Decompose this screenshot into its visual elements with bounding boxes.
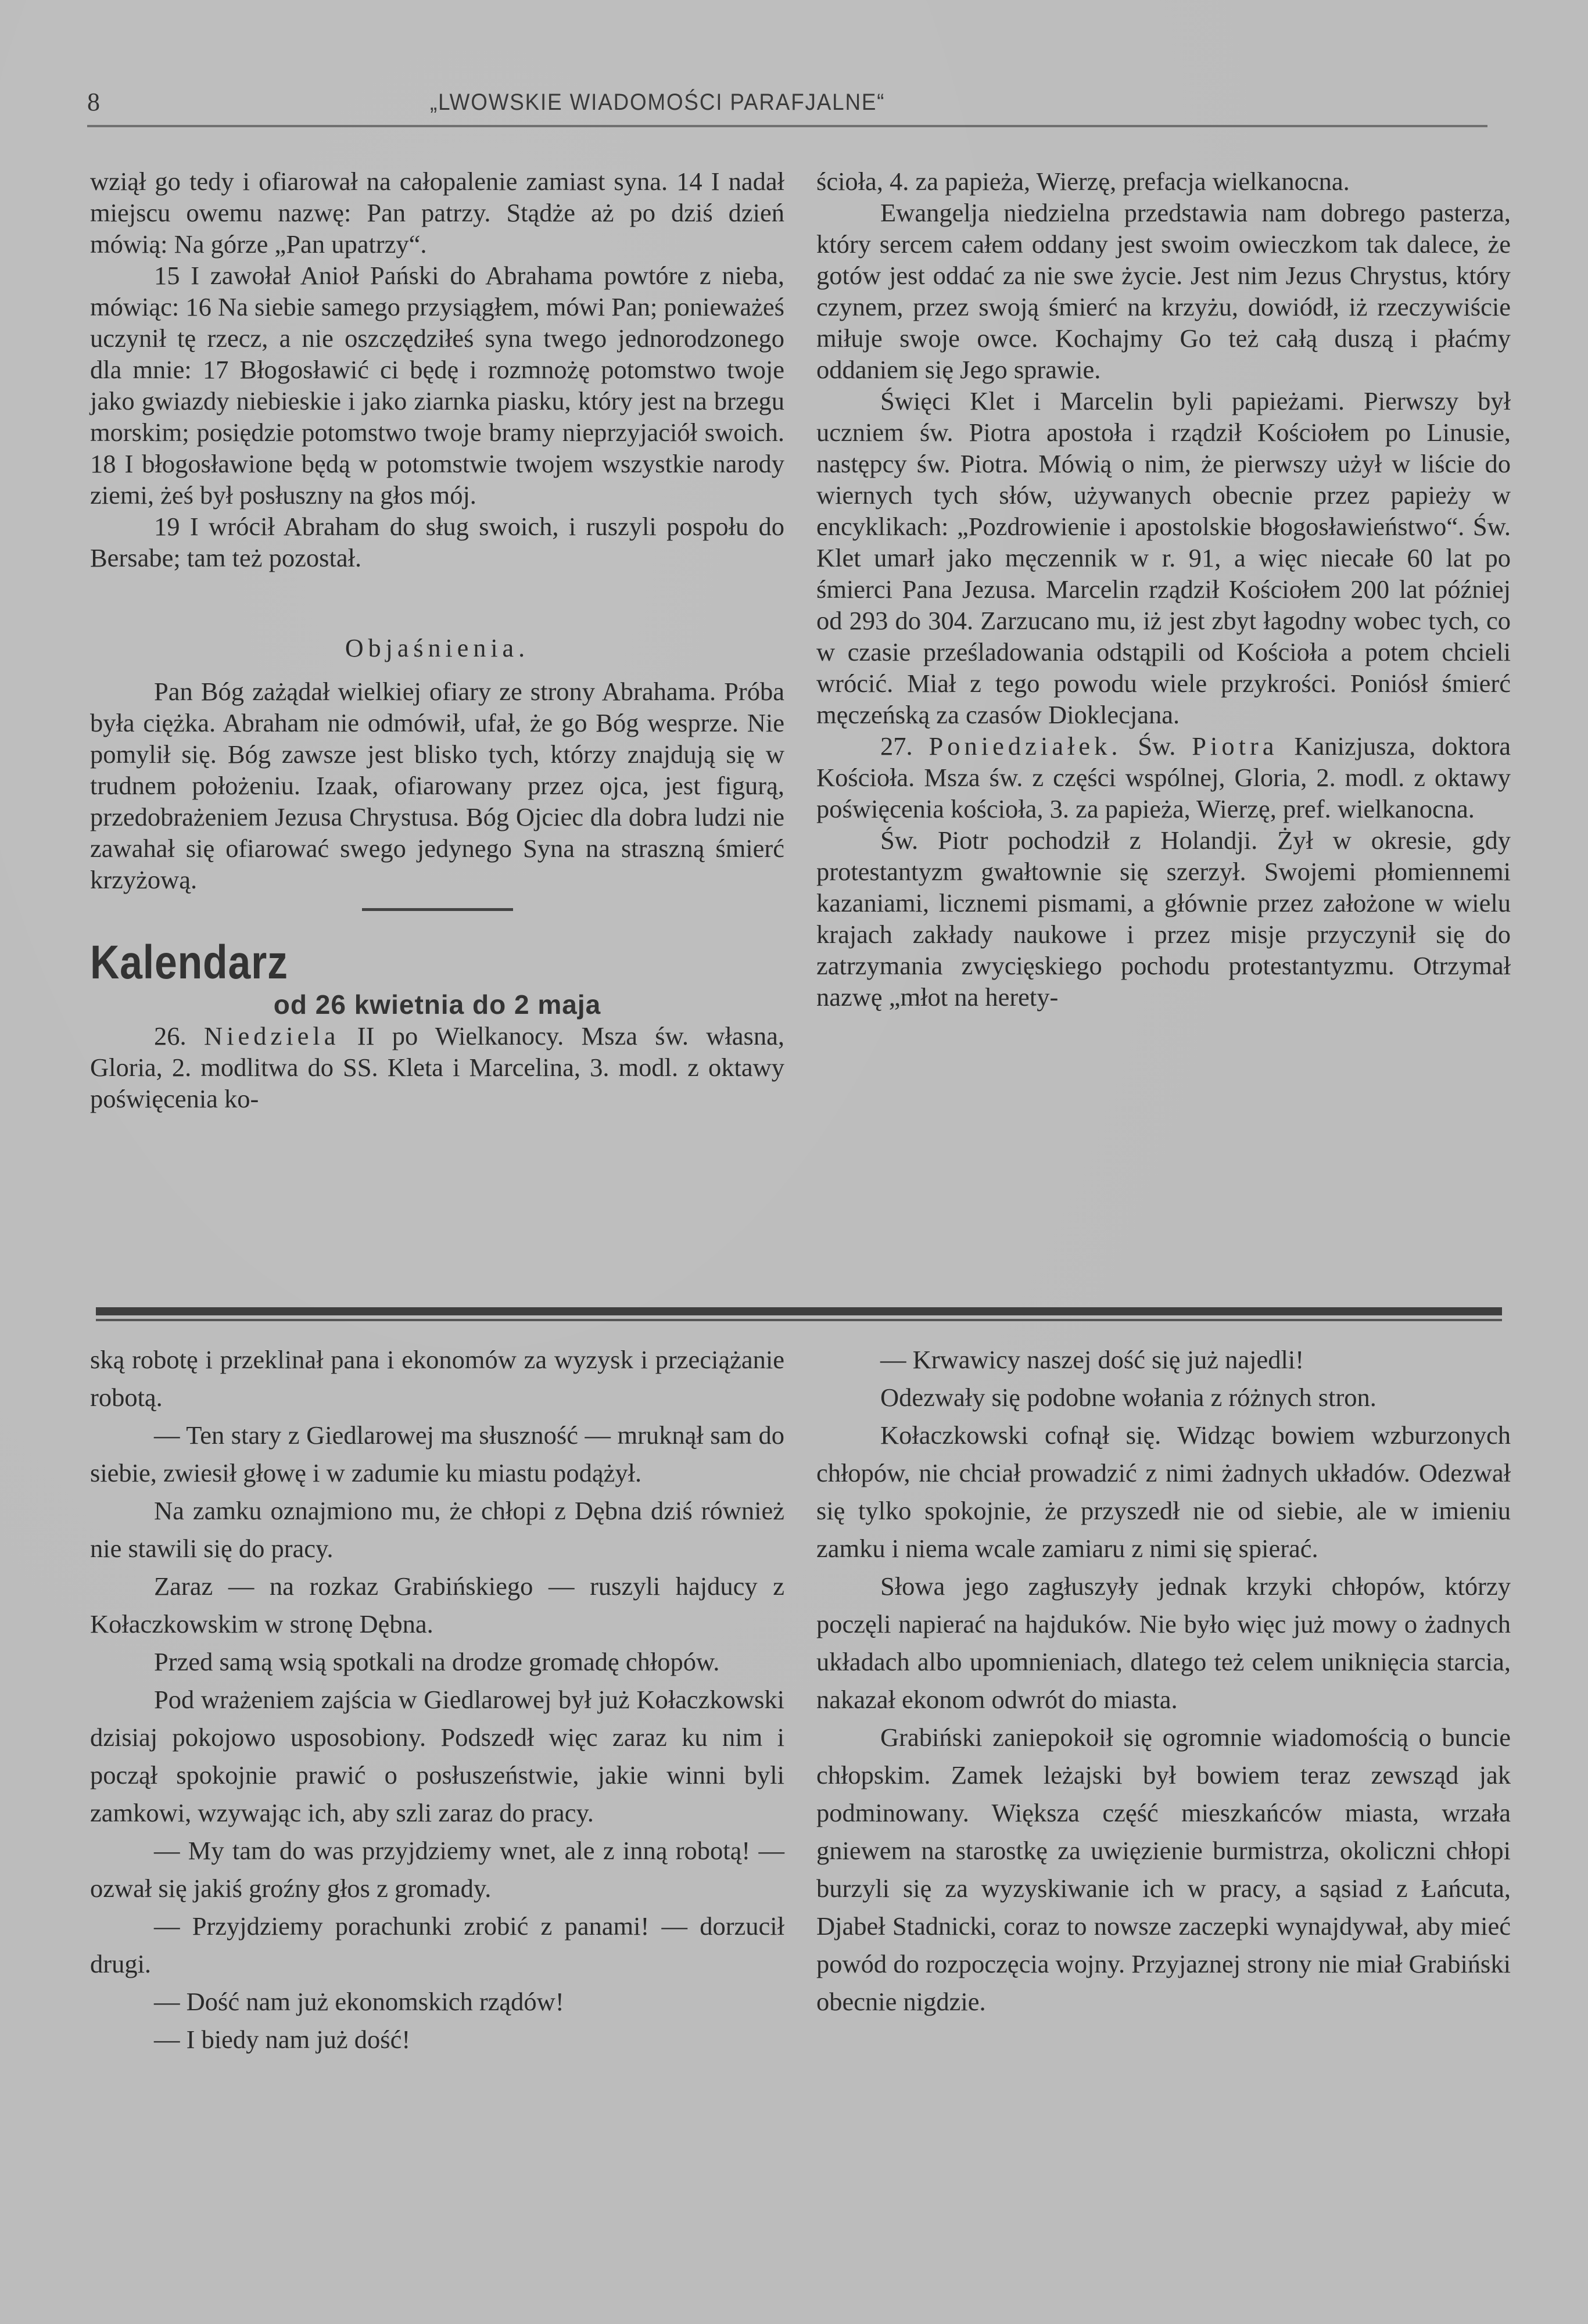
- scripture-paragraph: 19 I wrócił Abraham do sług swoich, i ruszyli pospołu do Bersabe; tam też pozostał.: [90, 512, 784, 572]
- entry-text: Kanizjusza, doktora Kościoła. Msza św. z części wspólnej, Gloria, 2. modl. z oktawy poświęcenia kościoła, 3. za papieża, Wierzę, pref. wielkanocna.: [816, 731, 1511, 823]
- calendar-subtitle: od 26 kwietnia do 2 maja: [273, 989, 601, 1020]
- running-title: „LWOWSKIE WIADOMOŚCI PARAFJALNE“: [430, 89, 886, 115]
- entry-text: II po Wielkanocy. Msza św. własna, Gloria, 2. modlitwa do SS. Kleta i Marcelina, 3. modl. z oktawy poświęcenia ko-: [90, 1021, 785, 1113]
- calendar-entry-27: [816, 730, 1511, 824]
- scripture-paragraph: wziął go tedy i ofiarował na całopalenie zamiast syna. 14 I nadał miejscu owemu nazwę: Pan patrzy. Stądże aż po dziś dzień mówią: Na górze „Pan upatrzy“.: [90, 167, 784, 259]
- divider-thick-line: [96, 1307, 1502, 1315]
- column-top-left: [90, 166, 784, 1114]
- calendar-title: Kalendarz: [90, 936, 288, 989]
- saints-paragraph: Święci Klet i Marcelin byli papieżami. Pierwszy był uczniem św. Piotra apostoła i rządził Kościołem po Linusie, następcy św. Piotra. Mówią o nim, że pierwszy użył w liście do wiernych tych słów, używanych obecnie przez papieży w encyklikach: „Pozdrowienie i apostolskie błogosławieństwo“. Św. Klet umarł jako męczennik w r. 91, a więc niecałe 60 lat po śmierci Pana Jezusa. Marcelin rządził Kościołem 200 lat później od 293 do 304. Zarzucano mu, iż jest zbyt łagodny wobec tych, co w czasie prześladowania odstąpili od Kościoła a potem chcieli wrócić. Miał z tego powodu wiele przykrości. Poniósł śmierć męczeńską za czasów Dioklecjana.: [816, 386, 1511, 729]
- story-paragraph: Przed samą wsią spotkali na drodze gromadę chłopów.: [154, 1647, 720, 1676]
- entry-day-name: Niedziela: [203, 1021, 340, 1050]
- column-bottom-right: [816, 1341, 1511, 2021]
- story-paragraph: — Krwawicy naszej dość się już najedli!: [880, 1345, 1304, 1374]
- story-paragraph: Pod wrażeniem zajścia w Giedlarowej był już Kołaczkowski dzisiaj pokojowo usposobiony. Podszedł więc zaraz ku nim i począł spokojnie prawić o posłuszeństwie, jakie winni byli zamkowi, wzywając ich, aby szli zaraz do pracy.: [90, 1685, 784, 1827]
- entry-day-name: Poniedziałek.: [929, 731, 1122, 761]
- story-paragraph: — Dość nam już ekonomskich rządów!: [154, 1987, 564, 2016]
- scripture-paragraph: 15 I zawołał Anioł Pański do Abrahama powtóre z nieba, mówiąc: 16 Na siebie samego przysiągłem, mówi Pan; ponieważeś uczynił tę rzecz, a nie oszczędziłeś syna twego jednorodzonego dla mnie: 17 Błogosławić ci będę i rozmnożę potomstwo twoje jako gwiazdy niebieskie i jako ziarnka piasku, który jest na brzegu morskim; posiędzie potomstwo twoje bramy nieprzyjaciół swoich. 18 I błogosławione będą w potomstwie twojem wszystkie narody ziemi, żeś był posłuszny na głos mój.: [90, 261, 785, 510]
- column-bottom-left: [90, 1341, 784, 2058]
- entry-day: 27.: [880, 731, 913, 761]
- gospel-paragraph: Ewangelja niedzielna przedstawia nam dobrego pasterza, który sercem całem oddany jest swoim owieczkom tak dalece, że gotów jest oddać za nie swe życie. Jest nim Jezus Chrystus, który czynem, przez swoją śmierć na krzyżu, dowiódł, iż rzeczywiście miłuje swoje owce. Kochajmy Go też całą duszą i płaćmy oddaniem się Jego sprawie.: [816, 198, 1511, 384]
- page-number: 8: [87, 88, 100, 116]
- calendar-continuation: ścioła, 4. za papieża, Wierzę, prefacja wielkanocna.: [816, 167, 1350, 196]
- column-top-right: [816, 166, 1511, 1013]
- explanation-heading: Objaśnienia.: [345, 634, 530, 662]
- story-paragraph: — Przyjdziemy porachunki zrobić z panami! — dorzucił drugi.: [90, 1911, 784, 1978]
- entry-saint-prefix: Św.: [1121, 731, 1192, 761]
- explanation-paragraph: Pan Bóg zażądał wielkiej ofiary ze strony Abrahama. Próba była ciężka. Abraham nie odmówił, ufał, że go Bóg wesprze. Nie pomylił się. Bóg zawsze jest blisko tych, którzy znajdują się w trudnem położeniu. Izaak, ofiarowany przez ojca, jest figurą, przedobrażeniem Jezusa Chrystusa. Bóg Ojciec dla dobra ludzi nie zawahał się ofiarować swego jedynego Syna na straszną śmierć krzyżową.: [90, 677, 784, 894]
- entry-saint-name: Piotra: [1192, 731, 1278, 761]
- story-paragraph: Odezwały się podobne wołania z różnych stron.: [880, 1383, 1376, 1412]
- story-paragraph: Grabiński zaniepokoił się ogromnie wiadomością o buncie chłopskim. Zamek leżajski był bowiem teraz zewsząd jak podminowany. Większa część mieszkańców miasta, wrzała gniewem na starostkę za uwięzienie burmistrza, okoliczni chłopi burzyli się za wyzyskiwanie ich w pracy, a sąsiad z Łańcuta, Djabeł Stadnicki, coraz to nowsze zaczepki wynajdywał, aby mieć powód do rozpoczęcia wojny. Przyjaznej strony nie miał Grabiński obecnie nigdzie.: [816, 1723, 1511, 2016]
- divider-thin-line: [96, 1319, 1502, 1321]
- story-paragraph: Kołaczkowski cofnął się. Widząc bowiem wzburzonych chłopów, nie chciał prowadzić z nimi żadnych układów. Odezwał się tylko spokojnie, że przyszedł nie od siebie, ale w imieniu zamku i niema wcale zamiaru z nimi się spierać.: [816, 1421, 1511, 1563]
- story-paragraph: ską robotę i przeklinał pana i ekonomów za wyzysk i przeciążanie robotą.: [90, 1345, 784, 1412]
- story-paragraph: — I biedy nam już dość!: [154, 2025, 411, 2054]
- story-paragraph: — Ten stary z Giedlarowej ma słuszność — mruknął sam do siebie, zwiesił głowę i w zadumie ku miastu podążył.: [90, 1421, 784, 1487]
- story-paragraph: — My tam do was przyjdziemy wnet, ale z inną robotą! — ozwał się jakiś groźny głos z gromady.: [90, 1836, 784, 1903]
- entry-day: 26.: [154, 1021, 187, 1050]
- saint-piotr-paragraph: Św. Piotr pochodził z Holandji. Żył w okresie, gdy protestantyzm gwałtownie się szerzył. Swojemi płomiennemi kazaniami, licznemi pismami, a głównie przez założone w wielu krajach zakłady naukowe i przez misje przyczynił się do zatrzymania zwycięskiego pochodu protestantyzmu. Otrzymał nazwę „młot na herety-: [816, 826, 1511, 1012]
- story-paragraph: Słowa jego zagłuszyły jednak krzyki chłopów, którzy poczęli napierać na hajduków. Nie było więc już mowy o żadnych układach albo upomnieniach, dlatego też celem uniknięcia starcia, nakazał ekonom odwrót do miasta.: [816, 1572, 1511, 1714]
- section-rule: [362, 908, 513, 911]
- print-artifact: [90, 573, 784, 609]
- story-paragraph: Na zamku oznajmiono mu, że chłopi z Dębna dziś również nie stawili się do pracy.: [90, 1496, 784, 1563]
- header-rule: [87, 125, 1487, 127]
- calendar-entry-26: [90, 1020, 784, 1114]
- story-paragraph: Zaraz — na rozkaz Grabińskiego — ruszyli hajducy z Kołaczkowskim w stronę Dębna.: [90, 1572, 784, 1638]
- section-divider: [96, 1307, 1502, 1321]
